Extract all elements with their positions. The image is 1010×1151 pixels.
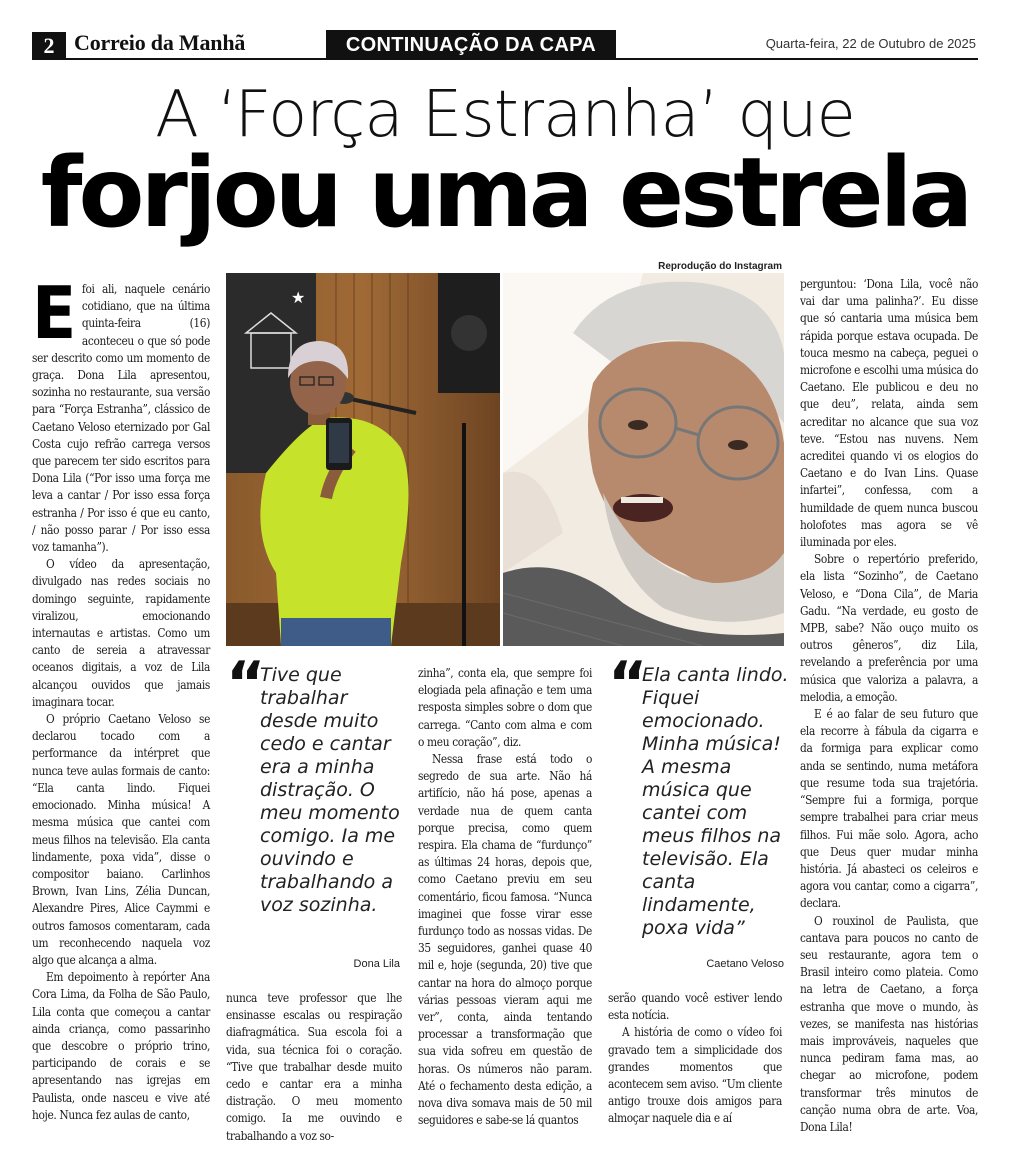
paragraph: serão quando você estiver lendo esta notícia. <box>608 991 782 1023</box>
svg-text:★: ★ <box>291 288 306 307</box>
paragraph: foi ali, naquele cenário cotidiano, que na última quinta-feira (16) aconteceu o que só pode ser descrito como um momento de graça. Dona Lila apresentou, sozinha no restaurante, sua versão para “Força Estranha”, clássico de Caetano Veloso eternizado por Gal Costa cujo refrão carrega versos que parecem ter sido escritos para Dona Lila (“Por isso uma força me leva a cantar / Por isso essa força estranha / Por isso é que eu canto, / não posso parar / Por isso essa voz tamanha”). <box>32 282 210 555</box>
quote-mark-icon: “ <box>226 649 266 719</box>
pull-quote-attribution: Caetano Veloso <box>706 958 784 970</box>
caetano-veloso-selfie-photo <box>503 273 784 646</box>
pull-quote-text: Ela canta lindo. Fiquei emocionado. Minha música! A mesma música que cantei com meus filhos na televisão. Ela canta lindamente, poxa vida” <box>642 664 789 939</box>
paragraph: E é ao falar de seu futuro que ela recorre à fábula da cigarra e da formiga para explicar como anda se sentindo, numa metáfora que resume toda sua trajetória. “Sempre fui a formiga, porque sempre trabalhei para criar meus filhos. Fui mãe solo. Agora, acho que Deus quer mudar minha história. Já abasteci os celeiros e agora vou cantar, como a cigarra”, declara. <box>800 707 978 911</box>
paragraph: nunca teve professor que lhe ensinasse escalas ou respiração diafragmática. Sua escola foi a vida, sua técnica foi o coração. “Tive que trabalhar desde muito cedo e cantar era a minha distração. O meu momento comigo. Ia me ouvindo e trabalhando a voz so- <box>226 991 402 1143</box>
woman-singing-photo <box>226 273 500 646</box>
paragraph: Sobre o repertório preferido, ela lista “Sozinho”, de Caetano Veloso, e “Dona Cila”, de Maria Gadu. “Na verdade, eu gosto de MPB, sabe? Não ouço muito os outros gêneros”, diz Lila, revelando a preferência por uma música que valoriza a palavra, a melodia, a emoção. <box>800 552 978 704</box>
photo-credit: Reprodução do Instagram <box>658 261 782 272</box>
article-column-4 <box>608 990 782 1128</box>
paragraph: Nessa frase está todo o segredo de sua arte. Não há artifício, não há pose, apenas a verdade nua de quem canta porque precisa, como quem respira. Ela chama de “furdunço” as últimas 24 horas, depois que, como Caetano previu em seu comentário, ficou famosa. “Nunca imaginei que fosse virar esse furdunço todo as nossas vidas. De 35 seguidores, ganhei quase 40 mil e, hoje (segunda, 20) tive que cantar na hora do almoço porque várias pessoas vieram aqui me ver”, conta, ainda tentando processar a transformação que sua vida sofreu em questão de horas. Os números não param. Até o fechamento desta edição, a nova diva somava mais de 50 mil seguidores e sabe-se lá quantos <box>418 752 592 1128</box>
headline-line-2: forjou uma estrela <box>40 137 970 249</box>
paragraph: O vídeo da apresentação, divulgado nas redes sociais no domingo seguinte, rapidamente viralizou, emocionando internautas e artistas. Como um canto de sereia a atravessar oceanos digitais, a voz de Lila alcançou ouvidos que jamais imaginara tocar. <box>32 557 210 709</box>
paragraph: zinha”, conta ela, que sempre foi elogiada pela afinação e tem uma resposta simples sobre o dom que carrega. “Canto com alma e com o meu coração”, diz. <box>418 666 592 749</box>
drop-cap: E <box>32 271 76 355</box>
paragraph: perguntou: ‘Dona Lila, você não vai dar uma palinha?’. Eu disse que só cantaria uma música bem rápida porque estava ocupada. De touca mesmo na cabeça, peguei o microfone e escolhi uma música do Caetano. Ele publicou e deu no que deu”, relata, ainda sem acreditar no alcance que sua voz teve. “Estou nas nuvens. Nem acreditei quando vi os elogios do Caetano e do Ivan Lins. Quase infartei”, confessa, com a humildade de quem nunca buscou holofotes mas agora se vê iluminada por eles. <box>800 277 978 550</box>
paragraph: Em depoimento à repórter Ana Cora Lima, da Folha de São Paulo, Lila conta que começou a cantar ainda criança, como passarinho que descobre o próprio trino, participando de corais e se apresentando nas igrejas em Paulista, onde nasceu e vive até hoje. Nunca fez aulas de canto, <box>32 970 210 1122</box>
pull-quote-attribution: Dona Lila <box>353 958 400 970</box>
article-column-5 <box>800 276 978 1136</box>
issue-date: Quarta-feira, 22 de Outubro de 2025 <box>765 36 976 51</box>
quote-mark-icon: “ <box>608 649 648 719</box>
paragraph: O próprio Caetano Veloso se declarou tocado com a performance da intérpret que nunca teve aulas formais de canto: “Ela canta lindo. Fiquei emocionado. Minha música! A mesma música que cantei com meus filhos na televisão. Ela canta lindamente, poxa vida”, disse o compositor baiano. Carlinhos Brown, Ivan Lins, Zélia Duncan, Alexandre Pires, Alice Caymmi e outros famosos comentaram, cada um reconhecendo naquela voz algo que alcança a alma. <box>32 712 210 967</box>
article-column-3 <box>418 665 592 1129</box>
headline-line-1: A ‘Força Estranha’ que <box>155 78 855 152</box>
newspaper-name: Correio da Manhã <box>74 30 246 55</box>
header-rule <box>32 58 978 60</box>
paragraph: O rouxinol de Paulista, que cantava para poucos no canto de seu restaurante, agora tem o Brasil inteiro como plateia. Como na letra de Caetano, a força estranha que move o mundo, às vezes, se manifesta nas histórias mais improváveis, naqueles que nunca pediram fama mas, ao chegar ao microfone, podem transformar três minutos de canção numa obra de arte. Voa, Dona Lila! <box>800 913 978 1134</box>
article-column-1 <box>32 271 210 1124</box>
section-label: CONTINUAÇÃO DA CAPA <box>326 30 616 60</box>
pull-quote-caetano-veloso <box>608 649 789 982</box>
page-number: 2 <box>32 32 66 60</box>
pull-quote-dona-lila <box>226 649 402 982</box>
pull-quote-text: Tive que trabalhar desde muito cedo e cantar era a minha distração. O meu momento comigo. Ia me ouvindo e trabalhando a voz sozinha. <box>260 664 400 916</box>
article-column-2 <box>226 990 402 1145</box>
paragraph: A história de como o vídeo foi gravado tem a simplicidade dos grandes momentos que acontecem sem aviso. “Um cliente antigo trouxe dois amigos para almoçar naquele dia e aí <box>608 1025 782 1126</box>
